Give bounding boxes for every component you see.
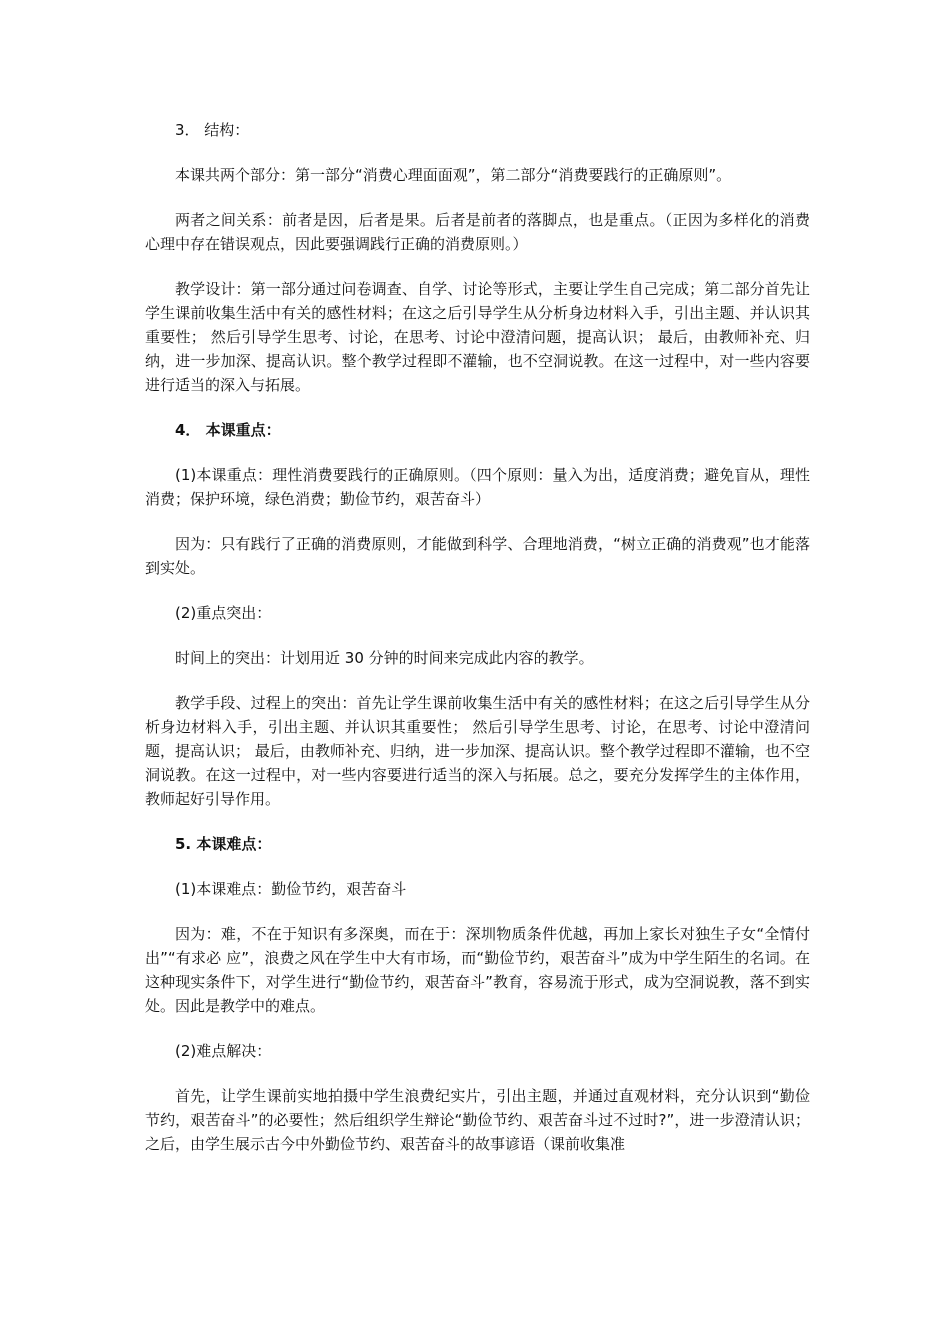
document-body [145, 118, 810, 1177]
section-4-heading: 4． 本课重点： [175, 421, 281, 439]
section-4-paragraph-5: 教学手段、过程上的突出：首先让学生课前收集生活中有关的感性材料；在这之后引导学生从分析身边材料入手，引出主题、并认识其重要性； 然后引导学生思考、讨论，在思考、讨论中澄清问题，提高认识； 最后，由教师补充、归纳，进一步加深、提高认识。整个教学过程即不灌输，也不空洞说教。在这一过程中，对一些内容要进行适当的深入与拓展。总之，要充分发挥学生的主体作用，教师起好引导作用。 [145, 694, 810, 808]
section-5-paragraph-3: (2)难点解决： [175, 1042, 272, 1060]
section-4-paragraph-2: 因为：只有践行了正确的消费原则，才能做到科学、合理地消费，“树立正确的消费观”也才能落到实处。 [145, 535, 810, 577]
section-3-paragraph-1: 本课共两个部分：第一部分“消费心理面面观”，第二部分“消费要践行的正确原则”。 [175, 166, 732, 184]
section-3-paragraph-3: 教学设计：第一部分通过问卷调查、自学、讨论等形式，主要让学生自己完成；第二部分首先让学生课前收集生活中有关的感性材料；在这之后引导学生从分析身边材料入手，引出主题、并认识其重要性； 然后引导学生思考、讨论，在思考、讨论中澄清问题，提高认识； 最后，由教师补充、归纳，进一步加深、提高认识。整个教学过程即不灌输，也不空洞说教。在这一过程中，对一些内容要进行适当的深入与拓展。 [145, 280, 810, 394]
section-4-paragraph-3: (2)重点突出： [175, 604, 272, 622]
section-5-paragraph-4: 首先，让学生课前实地拍摄中学生浪费纪实片，引出主题，并通过直观材料，充分认识到“勤俭节约，艰苦奋斗”的必要性；然后组织学生辩论“勤俭节约、艰苦奋斗过不过时?”，进一步澄清认识；之后，由学生展示古今中外勤俭节约、艰苦奋斗的故事谚语（课前收集准 [145, 1087, 810, 1153]
section-5-heading: 5. 本课难点： [175, 835, 272, 853]
section-3-paragraph-2: 两者之间关系：前者是因，后者是果。后者是前者的落脚点，也是重点。（正因为多样化的消费心理中存在错误观点，因此要强调践行正确的消费原则。） [145, 211, 810, 253]
section-4-paragraph-4: 时间上的突出：计划用近 30 分钟的时间来完成此内容的教学。 [175, 649, 594, 667]
section-5-paragraph-1: (1)本课难点：勤俭节约，艰苦奋斗 [175, 880, 407, 898]
section-4-paragraph-1: (1)本课重点：理性消费要践行的正确原则。（四个原则：量入为出，适度消费；避免盲从，理性消费；保护环境，绿色消费；勤俭节约，艰苦奋斗） [145, 466, 810, 508]
section-5-paragraph-2: 因为：难，不在于知识有多深奥，而在于：深圳物质条件优越，再加上家长对独生子女“全情付出”“有求必 应”，浪费之风在学生中大有市场，而“勤俭节约，艰苦奋斗”成为中学生陌生的名词。在这种现实条件下，对学生进行“勤俭节约，艰苦奋斗”教育，容易流于形式，成为空洞说教，落不到实处。因此是教学中的难点。 [145, 925, 810, 1015]
section-3-heading: 3． 结构： [175, 121, 250, 139]
